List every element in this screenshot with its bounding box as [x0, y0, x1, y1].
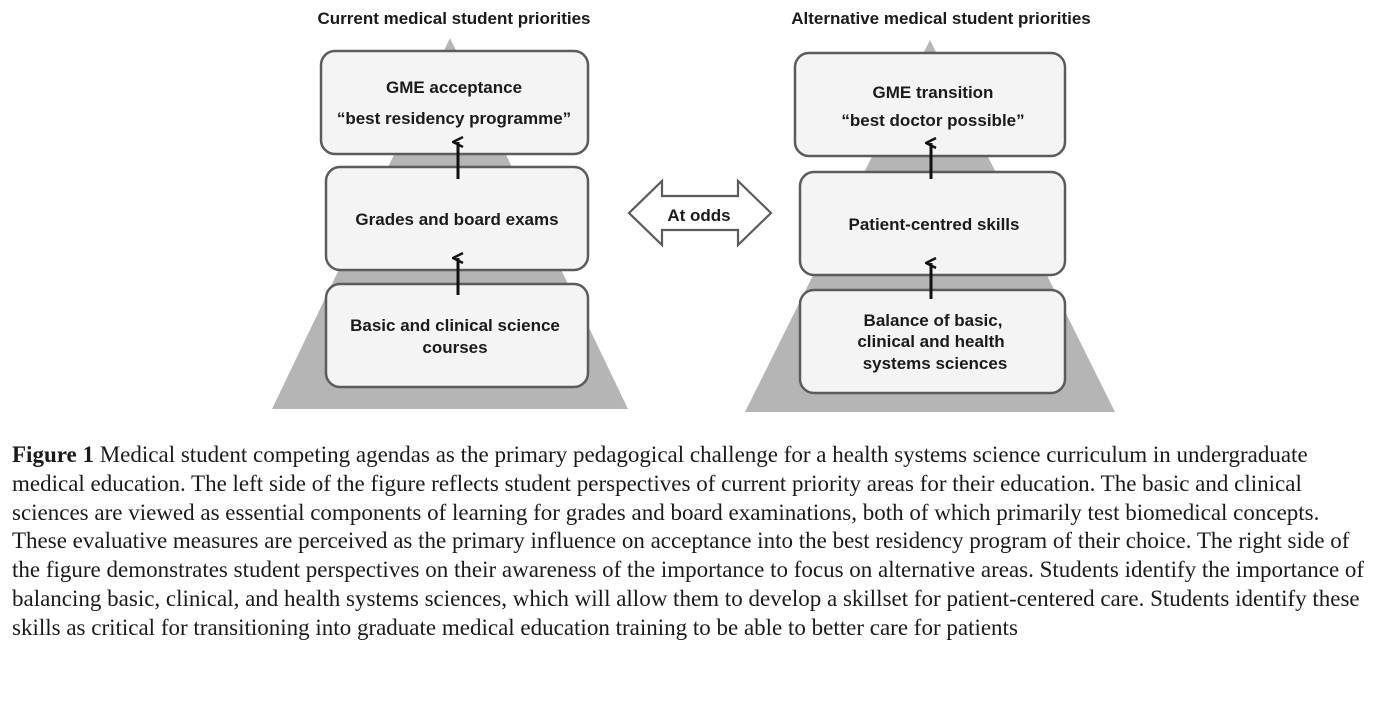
left-bottom-box [326, 284, 588, 387]
right-bottom-box-line1: Balance of basic, [863, 311, 1003, 330]
right-pyramid [745, 9, 1115, 412]
right-middle-box-line1: Patient-centred skills [848, 215, 1020, 234]
right-bottom-box-line3: systems sciences [862, 354, 1008, 373]
left-top-box-line2: “best residency programme” [336, 109, 572, 128]
right-top-box-line2: “best doctor possible” [841, 111, 1025, 130]
right-top-box [795, 53, 1065, 156]
right-bottom-box-line2: clinical and health [857, 332, 1005, 351]
left-pyramid-title: Current medical student priorities [317, 9, 591, 28]
left-bottom-box-line1: Basic and clinical science [350, 316, 560, 335]
figure-caption [12, 441, 1368, 643]
left-top-box [321, 51, 588, 154]
caption-text: Medical student competing agendas as the primary pedagogical challenge for a health systems science curriculum in undergraduate medical education. The left side of the figure reflects student perspectives of current priority areas for their education. The basic and clinical sciences are viewed as essential components of learning for grades and board examinations, both of which primarily test biomedical concepts. These evaluative measures are perceived as the primary influence on acceptance into the best residency program of their choice. The right side of the figure demonstrates student perspectives on their awareness of the importance to focus on alternative areas. Students identify the importance of balancing basic, clinical, and health systems sciences, which will allow them to develop a skillset for patient-centered care. Students identify these skills as critical for transitioning into graduate medical education training to be able to better care for patients [12, 442, 1365, 640]
left-bottom-box-line2: courses [422, 338, 488, 357]
right-pyramid-title: Alternative medical student priorities [791, 9, 1091, 28]
at-odds-label: At odds [667, 206, 731, 225]
left-top-box-line1: GME acceptance [385, 78, 523, 97]
at-odds-arrow [629, 181, 771, 245]
right-top-box-line1: GME transition [872, 83, 994, 102]
left-middle-box-line1: Grades and board exams [355, 210, 559, 229]
left-pyramid [272, 9, 628, 409]
caption-figure-label: Figure 1 [12, 442, 94, 467]
